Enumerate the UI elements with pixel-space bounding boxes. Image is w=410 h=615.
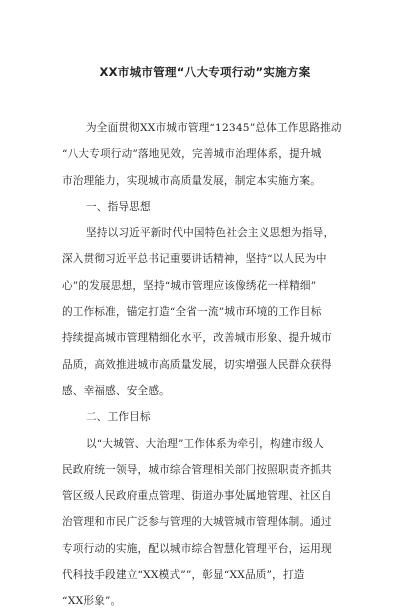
paragraph-line: 民政府统一领导，城市综合管理相关部门按照职责齐抓共 [62,463,332,476]
paragraph-line: 深入贯彻习近平总书记重要讲话精神，坚持“以人民为中 [62,253,327,266]
paragraph-line: 专项行动的实施，配以城市综合智慧化管理平台，运用现 [62,542,332,555]
paragraph-line: 坚持以习近平新时代中国特色社会主义思想为指导， [86,227,335,240]
paragraph-line: 的工作标准，锚定打造“全省一流”城市环境的工作目标 [62,306,322,319]
paragraph-line: 为全面贯彻XX市城市管理“12345”总体工作思路推动 [86,122,342,134]
paragraph-line: “XX形象”。 [62,595,122,608]
paragraph-line: 代科技手段建立“XX模式””，彰显“XX品质”，打造 [62,569,305,582]
paragraph-line: 感、幸福感、安全感。 [62,384,170,397]
paragraph-line: “八大专项行动”落地见效，完善城市治理体系，提升城 [62,148,322,161]
paragraph-line: 以“大城管、大治理”工作体系为牵引，构建市级人 [86,437,324,450]
paragraph-line: 市治理能力，实现城市高质量发展，制定本实施方案。 [62,174,322,187]
paragraph-line: 治管理和市民广泛参与管理的大城管城市管理体制。通过 [62,516,332,529]
paragraph-line: 心”的发展思想，坚持“城市管理应该像绣花一样精细” [62,279,317,292]
section-heading-work-goals: 二、工作目标 [86,411,151,424]
document-title: XX市城市管理“八大专项行动”实施方案 [99,65,311,79]
paragraph-line: 管区级人民政府重点管理、街道办事处属地管理、社区自 [62,490,332,503]
paragraph-line: 持续提高城市管理精细化水平，改善城市形象、提升城市 [62,332,332,345]
paragraph-line: 品质，高效推进城市高质量发展，切实增强人民群众获得 [62,358,332,371]
section-heading-guiding-ideology: 一、指导思想 [86,200,151,213]
document-body [62,115,354,615]
